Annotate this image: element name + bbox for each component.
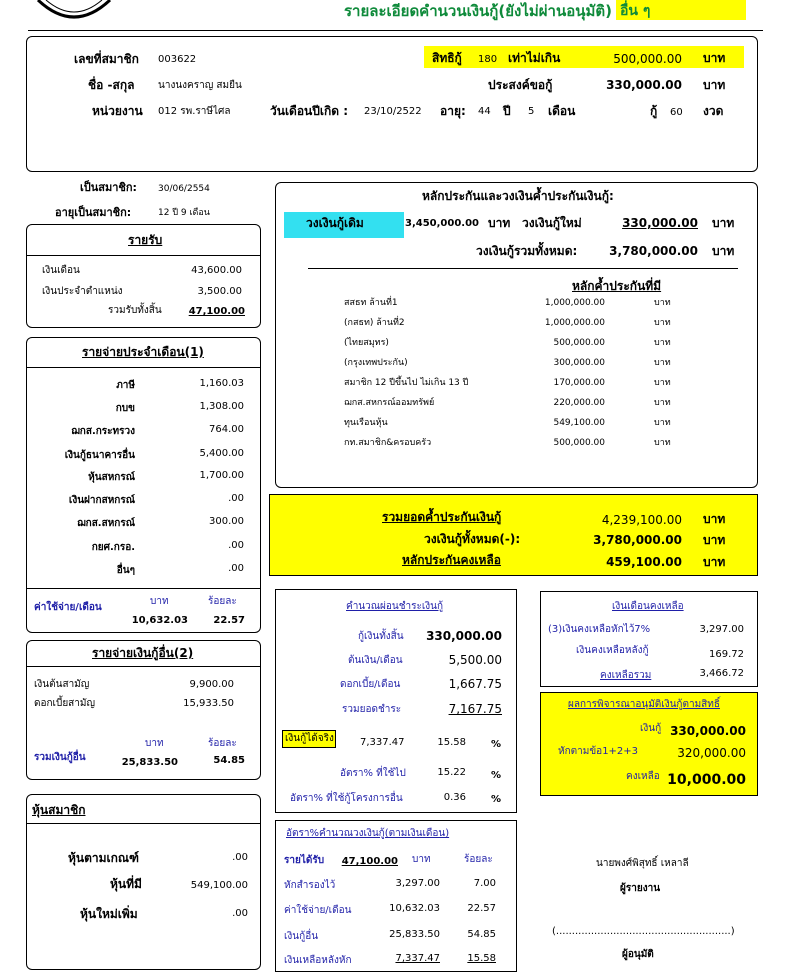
collateral-list-title: หลักค้ำประกันที่มี bbox=[572, 279, 662, 293]
loan-type-label: อื่น ๆ bbox=[620, 3, 651, 19]
collateral-item-unit: บาท bbox=[654, 398, 671, 408]
other-sum-label: รวมเงินกู้อื่น bbox=[34, 752, 86, 763]
member-name-label: ชื่อ -สกุล bbox=[88, 78, 135, 92]
total-loan-baht: บาท bbox=[712, 244, 735, 258]
ratio-income-value: 47,100.00 bbox=[341, 856, 398, 867]
monthly-sum-divider bbox=[27, 588, 260, 589]
ratio-row-value: 10,632.03 bbox=[389, 903, 440, 914]
approval-remain-label: คงเหลือ bbox=[626, 771, 660, 782]
age-label: อายุ: bbox=[440, 104, 466, 118]
remaining-r1-label: (3)เงินคงเหลือหักไว้7% bbox=[548, 624, 651, 635]
member-id: 003622 bbox=[158, 54, 197, 65]
new-loan-label: วงเงินกู้ใหม่ bbox=[522, 216, 582, 230]
age-months: 5 bbox=[528, 106, 535, 117]
collateral-title: หลักประกันและวงเงินค้ำประกันเงินกู้: bbox=[422, 189, 614, 203]
rate-pct-sign: % bbox=[491, 770, 502, 781]
approval-deduct-value: 320,000.00 bbox=[677, 746, 746, 760]
monthly-expense-label: อื่นๆ bbox=[116, 565, 135, 576]
max-value: 500,000.00 bbox=[613, 52, 682, 66]
member-since: 30/06/2554 bbox=[158, 184, 210, 194]
approval-loan-value: 330,000.00 bbox=[670, 724, 746, 738]
purpose-label: ประสงค์ขอกู้ bbox=[488, 78, 553, 92]
monthly-expense-label: ภาษี bbox=[116, 380, 135, 391]
purpose-baht: บาท bbox=[703, 78, 726, 92]
installment-interest-value: 1,667.75 bbox=[448, 677, 502, 691]
other-baht-label: บาท bbox=[145, 738, 164, 749]
new-loan-value: 330,000.00 bbox=[622, 216, 698, 230]
reporter-name: นายพงศ์พิสุทธิ์ เหลาลี bbox=[596, 858, 689, 869]
monthly-expense-label: หุ้นสหกรณ์ bbox=[88, 472, 135, 483]
income-total-label: รวมรับทั้งสิ้น bbox=[108, 305, 162, 316]
ratio-row-pct: 7.00 bbox=[473, 878, 496, 889]
old-loan-baht: บาท bbox=[488, 216, 511, 230]
loan-right-value: 180 bbox=[478, 54, 498, 65]
collateral-item-value: 500,000.00 bbox=[553, 438, 605, 448]
other-sum-pct: 54.85 bbox=[213, 755, 245, 766]
monthly-expense-value: 764.00 bbox=[209, 424, 244, 435]
approval-remain-value: 10,000.00 bbox=[667, 772, 746, 788]
ratio-row-label: เงินเหลือหลังหัก bbox=[284, 955, 352, 966]
purpose-value: 330,000.00 bbox=[606, 78, 682, 92]
collateral-remain-label: หลักประกันคงเหลือ bbox=[402, 553, 501, 567]
monthly-expense-value: 5,400.00 bbox=[199, 448, 244, 459]
actual-pct-sign: % bbox=[491, 739, 502, 750]
rate-other-pct-sign: % bbox=[491, 794, 502, 805]
shares-have-label: หุ้นที่มี bbox=[110, 877, 142, 891]
page-title: รายละเอียดคำนวนเงินกู้(ยังไม่ผ่านอนุมัติ) bbox=[344, 2, 612, 20]
income-title: รายรับ bbox=[128, 233, 163, 247]
ratio-row-value: 7,337.47 bbox=[395, 953, 440, 964]
ratio-row-pct: 54.85 bbox=[467, 929, 496, 940]
ratio-title: อัตรา%คำนวณวงเงินกู้(ตามเงินเดือน) bbox=[286, 828, 450, 839]
ratio-row-value: 3,297.00 bbox=[395, 878, 440, 889]
other-loan-divider bbox=[27, 666, 260, 667]
other-pct-label: ร้อยละ bbox=[208, 738, 237, 749]
other-sum-baht: 25,833.50 bbox=[121, 757, 178, 768]
collateral-item-value: 300,000.00 bbox=[553, 358, 605, 368]
remaining-r1-value: 3,297.00 bbox=[699, 624, 744, 635]
rate-other-label: อัตรา% ที่ใช้กู้โครงการอื่น bbox=[290, 793, 403, 804]
collateral-item-unit: บาท bbox=[654, 338, 671, 348]
ratio-panel bbox=[275, 820, 517, 972]
collateral-item-label: กท.สมาชิก&ครอบครัว bbox=[344, 438, 432, 448]
interest-value: 15,933.50 bbox=[183, 698, 234, 709]
actual-loan-label: เงินกู้ได้จริง bbox=[285, 733, 334, 744]
monthly-expense-value: 300.00 bbox=[209, 516, 244, 527]
remaining-title: เงินเดือนคงเหลือ bbox=[612, 601, 684, 612]
shares-divider bbox=[27, 823, 260, 824]
remaining-r2-value: 169.72 bbox=[709, 649, 744, 660]
total-loan-label: วงเงินกู้รวมทั้งหมด: bbox=[476, 244, 578, 258]
collateral-item-unit: บาท bbox=[654, 418, 671, 428]
installment-title: คำนวณผ่อนชำระเงินกู้ bbox=[346, 601, 444, 612]
collateral-sum-label: รวมยอดค้ำประกันเงินกู้ bbox=[382, 510, 502, 524]
loans-total-value: 3,780,000.00 bbox=[593, 533, 682, 547]
remaining-r3-label: คงเหลือรวม bbox=[600, 670, 652, 681]
member-id-label: เลขที่สมาชิก bbox=[74, 52, 139, 66]
member-age-label: อายุเป็นสมาชิก: bbox=[55, 206, 132, 219]
ratio-baht-label: บาท bbox=[412, 854, 431, 865]
ratio-row-value: 25,833.50 bbox=[389, 929, 440, 940]
collateral-item-label: (ไทยสมุทร) bbox=[344, 338, 389, 348]
installment-pay-label: รวมยอดชำระ bbox=[342, 704, 402, 715]
approver-blank: (.......................................................) bbox=[552, 926, 735, 937]
age-year-unit: ปี bbox=[503, 104, 511, 118]
collateral-item-value: 170,000.00 bbox=[553, 378, 605, 388]
monthly-expense-label: กบข bbox=[115, 403, 135, 414]
shares-title: หุ้นสมาชิก bbox=[32, 803, 86, 817]
monthly-sum-baht: 10,632.03 bbox=[131, 615, 188, 626]
monthly-expense-value: 1,700.00 bbox=[199, 470, 244, 481]
remaining-r2-label: เงินคงเหลือหลังกู้ bbox=[576, 645, 649, 656]
collateral-divider bbox=[308, 268, 738, 269]
salary-label: เงินเดือน bbox=[42, 265, 80, 276]
header-divider bbox=[28, 30, 763, 31]
monthly-pct-label: ร้อยละ bbox=[208, 596, 237, 607]
collateral-remain-value: 459,100.00 bbox=[606, 555, 682, 569]
installment-total-label: กู้เงินทั้งสิ้น bbox=[358, 631, 404, 642]
collateral-item-value: 500,000.00 bbox=[553, 338, 605, 348]
collateral-item-label: สมาชิก 12 ปีขึ้นไป ไม่เกิน 13 ปี bbox=[344, 378, 469, 388]
collateral-item-label: สสธท ล้านที่1 bbox=[344, 298, 398, 308]
approval-deduct-label: หักตามข้อ1+2+3 bbox=[558, 746, 639, 757]
rate-other-value: 0.36 bbox=[443, 792, 466, 803]
member-unit: 012 รพ.ราษีไศล bbox=[158, 106, 231, 117]
collateral-item-unit: บาท bbox=[654, 298, 671, 308]
shares-new-value: .00 bbox=[232, 908, 248, 919]
installment-interest-label: ดอกเบี้ย/เดือน bbox=[340, 679, 401, 690]
actual-loan-pct: 15.58 bbox=[437, 737, 466, 748]
cooperative-seal-logo bbox=[34, 0, 114, 20]
collateral-item-value: 220,000.00 bbox=[553, 398, 605, 408]
member-name: นางนงคราญ สมยืน bbox=[158, 80, 242, 91]
installment-pay-value: 7,167.75 bbox=[448, 702, 502, 716]
term-unit: งวด bbox=[703, 104, 724, 118]
loan-right-label: สิทธิกู้ bbox=[432, 51, 462, 65]
collateral-item-label: (กรุงเทพประกัน) bbox=[344, 358, 408, 368]
ratio-row-label: เงินกู้อื่น bbox=[284, 931, 319, 942]
loans-total-baht: บาท bbox=[703, 533, 726, 547]
principal-value: 9,900.00 bbox=[189, 679, 234, 690]
actual-loan-value: 7,337.47 bbox=[360, 737, 405, 748]
collateral-item-label: (กสธท) ล้านที่2 bbox=[344, 318, 405, 328]
approval-loan-label: เงินกู้ bbox=[640, 723, 662, 734]
age-month-unit: เดือน bbox=[548, 104, 576, 118]
monthly-expense-label: ฌกส.กระทรวง bbox=[71, 426, 135, 437]
shares-criteria-value: .00 bbox=[232, 852, 248, 863]
rate-used-value: 15.22 bbox=[437, 767, 466, 778]
monthly-expense-value: 1,308.00 bbox=[199, 401, 244, 412]
ratio-row-label: ค่าใช้จ่าย/เดือน bbox=[284, 905, 352, 916]
collateral-item-label: ทุนเรือนหุ้น bbox=[344, 418, 388, 428]
principal-label: เงินต้นสามัญ bbox=[34, 679, 90, 690]
old-loan-label: วงเงินกู้เดิม bbox=[306, 216, 364, 230]
ratio-row-pct: 22.57 bbox=[467, 903, 496, 914]
other-loan-title: รายจ่ายเงินกู้อื่น(2) bbox=[92, 646, 194, 660]
salary-value: 43,600.00 bbox=[191, 265, 242, 276]
position-label: เงินประจำตำแหน่ง bbox=[42, 286, 123, 297]
member-age: 12 ปี 9 เดือน bbox=[158, 208, 210, 218]
monthly-expense-value: .00 bbox=[228, 493, 244, 504]
approver-label: ผู้อนุมัติ bbox=[622, 949, 654, 960]
term-value: 60 bbox=[670, 107, 683, 118]
income-divider bbox=[27, 255, 260, 256]
total-loan-value: 3,780,000.00 bbox=[609, 244, 698, 258]
member-unit-label: หน่วยงาน bbox=[92, 104, 143, 118]
interest-label: ดอกเบี้ยสามัญ bbox=[34, 698, 96, 709]
monthly-baht-label: บาท bbox=[150, 596, 169, 607]
monthly-divider bbox=[27, 367, 260, 368]
monthly-expense-label: เงินกู้ธนาคารอื่น bbox=[64, 450, 135, 461]
monthly-sum-pct: 22.57 bbox=[213, 615, 245, 626]
term-label: กู้ bbox=[650, 104, 658, 118]
monthly-expense-value: .00 bbox=[228, 563, 244, 574]
monthly-sum-label: ค่าใช้จ่าย/เดือน bbox=[34, 602, 102, 613]
monthly-expense-value: 1,160.03 bbox=[199, 378, 244, 389]
monthly-expense-label: ฌกส.สหกรณ์ bbox=[77, 518, 135, 529]
collateral-sum-baht: บาท bbox=[703, 512, 726, 526]
collateral-item-unit: บาท bbox=[654, 378, 671, 388]
monthly-expense-title: รายจ่ายประจำเดือน(1) bbox=[82, 345, 204, 359]
collateral-item-unit: บาท bbox=[654, 358, 671, 368]
ratio-income-label: รายได้รับ bbox=[284, 855, 325, 866]
reporter-label: ผู้รายงาน bbox=[620, 883, 661, 894]
birth-label: วันเดือนปีเกิด : bbox=[270, 104, 348, 118]
position-value: 3,500.00 bbox=[197, 286, 242, 297]
collateral-item-value: 549,100.00 bbox=[553, 418, 605, 428]
remaining-r3-value: 3,466.72 bbox=[699, 668, 744, 679]
ratio-row-pct: 15.58 bbox=[467, 953, 496, 964]
old-loan-value: 3,450,000.00 bbox=[405, 218, 480, 229]
collateral-item-value: 1,000,000.00 bbox=[544, 298, 605, 308]
collateral-item-unit: บาท bbox=[654, 438, 671, 448]
loans-total-label: วงเงินกู้ทั้งหมด(-): bbox=[424, 532, 521, 546]
collateral-item-label: ฌกส.สหกรณ์ออมทรัพย์ bbox=[344, 398, 435, 408]
collateral-item-value: 1,000,000.00 bbox=[544, 318, 605, 328]
collateral-item-unit: บาท bbox=[654, 318, 671, 328]
shares-new-label: หุ้นใหม่เพิ่ม bbox=[80, 907, 138, 921]
installment-principal-value: 5,500.00 bbox=[448, 653, 502, 667]
shares-criteria-label: หุ้นตามเกณฑ์ bbox=[68, 851, 140, 865]
max-label: เท่าไม่เกิน bbox=[508, 51, 561, 65]
income-total-value: 47,100.00 bbox=[188, 306, 245, 317]
monthly-expense-label: เงินฝากสหกรณ์ bbox=[68, 495, 135, 506]
installment-principal-label: ต้นเงิน/เดือน bbox=[348, 655, 403, 666]
new-loan-baht: บาท bbox=[712, 216, 735, 230]
collateral-remain-baht: บาท bbox=[703, 555, 726, 569]
ratio-pct-label: ร้อยละ bbox=[464, 854, 493, 865]
ratio-row-label: หักสำรองไว้ bbox=[284, 880, 336, 891]
collateral-sum-value: 4,239,100.00 bbox=[601, 513, 682, 527]
shares-have-value: 549,100.00 bbox=[190, 880, 248, 891]
age-years: 44 bbox=[478, 106, 491, 117]
birth-date: 23/10/2522 bbox=[364, 106, 422, 117]
monthly-expense-value: .00 bbox=[228, 540, 244, 551]
max-baht: บาท bbox=[703, 51, 726, 65]
monthly-expense-label: กยศ.กรอ. bbox=[91, 542, 135, 553]
installment-total-value: 330,000.00 bbox=[426, 629, 502, 643]
rate-used-label: อัตรา% ที่ใช้ไป bbox=[340, 768, 406, 779]
member-since-label: เป็นสมาชิก: bbox=[80, 181, 137, 194]
approval-title: ผลการพิจารณาอนุมัติเงินกู้ตามสิทธิ์ bbox=[568, 699, 720, 710]
